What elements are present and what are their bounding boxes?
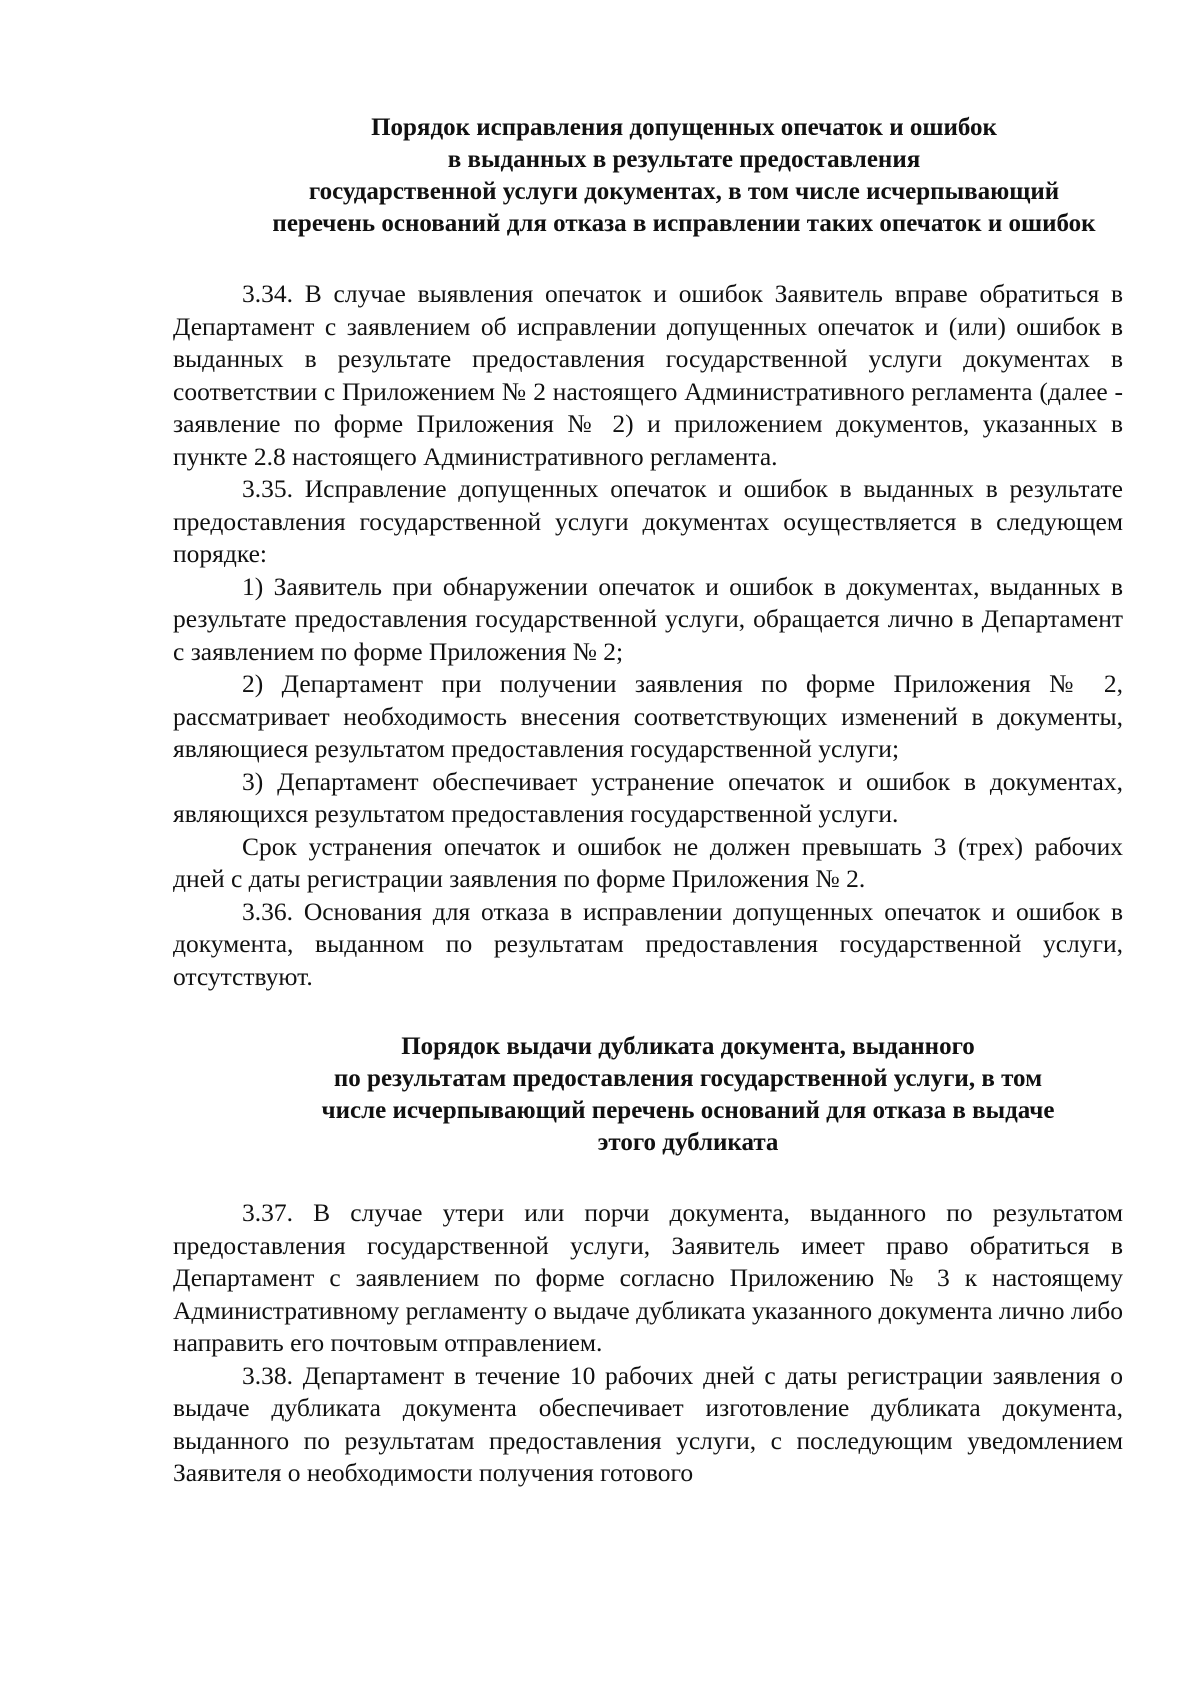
paragraph-3-38: 3.38. Департамент в течение 10 рабочих дней с даты регистрации заявления о выдаче дубликата документа обеспечивает изготовление дубликата документа, выданного по результатам предоставления услуги, с последующим уведомлением Заявителя о необходимости получения готового [173, 1360, 1123, 1487]
heading-line: перечень оснований для отказа в исправлении таких опечаток и ошибок [272, 210, 1096, 237]
list-item-2: 2) Департамент при получении заявления по форме Приложения № 2, рассматривает необходимость внесения соответствующих изменений в документы, являющиеся результатом предоставления государственной услуги; [173, 669, 1123, 763]
section-heading-duplicate [253, 1031, 1123, 1159]
heading-line: Порядок исправления допущенных опечаток и ошибок [371, 114, 997, 141]
heading-line: Порядок выдачи дубликата документа, выданного [401, 1033, 975, 1060]
heading-line: числе исчерпывающий перечень оснований для отказа в выдаче [321, 1097, 1055, 1124]
list-item-3: 3) Департамент обеспечивает устранение опечаток и ошибок в документах, являющихся результатом предоставления государственной услуги. [173, 766, 1123, 828]
section-body-corrections [173, 278, 1123, 993]
paragraph-3-37: 3.37. В случае утери или порчи документа, выданного по результатом предоставления государственной услуги, Заявитель имеет право обратиться в Департамент с заявлением по форме согласно Приложению № 3 к настоящему Административному регламенту о выдаче дубликата указанного документа лично либо направить его почтовым отправлением. [173, 1198, 1123, 1357]
heading-line: этого дубликата [597, 1129, 779, 1156]
heading-line: государственной услуги документах, в том числе исчерпывающий [308, 178, 1060, 205]
document-content [173, 112, 1123, 1490]
heading-line: в выданных в результате предоставления [447, 146, 921, 173]
section-heading-corrections [245, 112, 1123, 240]
list-item-1: 1) Заявитель при обнаружении опечаток и ошибок в документах, выданных в результате предоставления государственной услуги, обращается лично в Департамент с заявлением по форме Приложения № 2; [173, 571, 1123, 666]
paragraph-3-34: 3.34. В случае выявления опечаток и ошибок Заявитель вправе обратиться в Департамент с заявлением об исправлении допущенных опечаток и (или) ошибок в выданных в результате предоставления государственной услуги документах в соответствии с Приложением № 2 настоящего Административного регламента (далее - заявление по форме Приложения № 2) и приложением документов, указанных в пункте 2.8 настоящего Административного регламента. [173, 279, 1123, 471]
section-body-duplicate [173, 1197, 1123, 1490]
paragraph-3-35: 3.35. Исправление допущенных опечаток и ошибок в выданных в результате предоставления государственной услуги документах осуществляется в следующем порядке: [173, 474, 1123, 568]
paragraph-3-36: 3.36. Основания для отказа в исправлении допущенных опечаток и ошибок в документа, выданном по результатам предоставления государственной услуги, отсутствуют. [173, 896, 1123, 991]
heading-line: по результатам предоставления государственной услуги, в том [333, 1065, 1043, 1092]
paragraph-deadline: Срок устранения опечаток и ошибок не должен превышать 3 (трех) рабочих дней с даты регистрации заявления по форме Приложения № 2. [173, 831, 1123, 893]
